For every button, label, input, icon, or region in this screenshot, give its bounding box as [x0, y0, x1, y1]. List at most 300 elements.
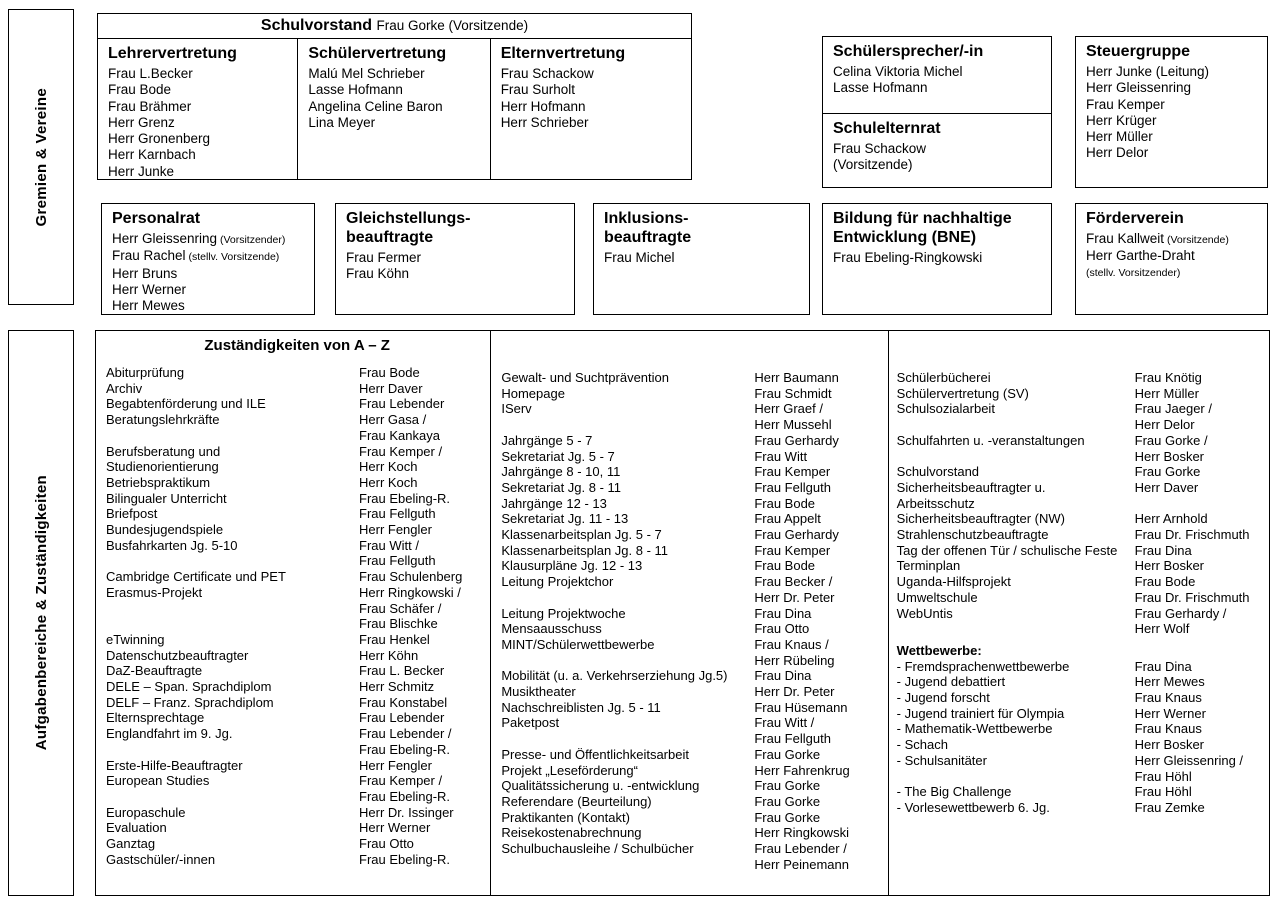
- group-title: Steuergruppe: [1086, 43, 1191, 60]
- group-title: beauftragte: [346, 229, 434, 246]
- responsibility-row: [106, 381, 488, 397]
- person-name: Herr Mewes: [1134, 674, 1205, 690]
- task-label: [106, 789, 359, 805]
- person-name: Frau Fellguth: [754, 479, 831, 495]
- member-name: Herr Bruns: [112, 265, 178, 281]
- person-name: Herr Köhn: [359, 647, 419, 663]
- task-label: Briefpost: [106, 506, 158, 522]
- task-label: - Schach: [896, 737, 948, 753]
- responsibility-row: [106, 773, 488, 789]
- person-name: Frau Schmidt: [754, 385, 832, 401]
- responsibility-row: [106, 758, 488, 774]
- responsibility-row: [897, 737, 1267, 753]
- task-label: - Mathematik-Wettbewerbe: [896, 721, 1053, 737]
- person-name: Herr Ringkowski: [754, 825, 849, 841]
- person-name: Herr Bosker: [1134, 737, 1205, 753]
- responsibility-row: [501, 668, 885, 684]
- person-name: Herr Müller: [1134, 385, 1199, 401]
- task-label: WebUntis: [896, 605, 953, 621]
- responsibility-row: [106, 365, 488, 381]
- responsibility-row: [106, 585, 488, 601]
- task-label: Klassenarbeitsplan Jg. 8 - 11: [501, 542, 669, 558]
- responsibility-row: [501, 370, 885, 386]
- person-name: Frau Dina: [754, 668, 812, 684]
- responsibility-row: [106, 789, 488, 805]
- task-label: - Vorlesewettbewerb 6. Jg.: [896, 799, 1050, 815]
- person-name: Frau Lebender /: [359, 726, 452, 742]
- group-title: Schülervertretung: [308, 45, 447, 62]
- responsibility-row: [106, 648, 488, 664]
- task-label: Paketpost: [501, 715, 560, 731]
- task-label: Bilingualer Unterricht: [106, 490, 227, 506]
- task-label: Sekretariat Jg. 8 - 11: [501, 479, 622, 495]
- task-label: Qualitätssicherung u. -entwicklung: [501, 778, 700, 794]
- person-name: Frau Dr. Frischmuth: [1134, 527, 1250, 543]
- person-name: Herr Koch: [359, 474, 418, 490]
- responsibility-row: [501, 825, 885, 841]
- task-label: Schulbuchausleihe / Schulbücher: [501, 841, 694, 857]
- person-name: Frau Kemper: [754, 542, 831, 558]
- responsibility-row: [106, 679, 488, 695]
- person-name: Frau Schäfer /: [359, 600, 442, 616]
- task-label: - Schulsanitäter: [896, 752, 987, 768]
- responsibility-row: [106, 412, 488, 428]
- task-label: Busfahrkarten Jg. 5-10: [106, 537, 238, 553]
- task-label: Praktikanten (Kontakt): [501, 809, 630, 825]
- responsibility-row: [106, 836, 488, 852]
- member-name: Herr Hofmann: [500, 98, 586, 114]
- task-label: Datenschutzbeauftragter: [106, 647, 249, 663]
- task-label: Gastschüler/-innen: [106, 851, 216, 867]
- responsibility-row: [897, 543, 1267, 559]
- person-name: Frau Kankaya: [359, 427, 440, 443]
- zustaendigkeiten-list-2: [501, 370, 885, 873]
- responsibility-row: [501, 778, 885, 794]
- group-title: Schulelternrat: [833, 120, 941, 137]
- inklusionsbeauftragte-box: [593, 203, 810, 315]
- responsibility-row: [501, 653, 885, 669]
- group-title: Elternvertretung: [500, 45, 626, 62]
- responsibility-row: [501, 401, 885, 417]
- responsibility-row: [106, 601, 488, 617]
- responsibility-row: [501, 841, 885, 857]
- member-name: Herr Gleissenring: [1086, 80, 1192, 96]
- responsibility-row: [501, 574, 885, 590]
- person-name: Frau Becker /: [754, 574, 833, 590]
- person-name: Frau Kemper /: [359, 443, 443, 459]
- member-name: Herr Krüger: [1086, 112, 1157, 128]
- person-name: Frau Fellguth: [359, 553, 436, 569]
- person-name: Frau Dina: [1134, 658, 1192, 674]
- responsibility-row: [501, 763, 885, 779]
- member-name: Herr Mewes: [112, 298, 185, 314]
- person-name: Herr Fahrenkrug: [754, 762, 850, 778]
- member-name: Angelina Celine Baron: [308, 98, 443, 114]
- member-name: Herr Garthe-Draht: [1086, 248, 1195, 264]
- schulvorstand-group-1: [98, 39, 297, 179]
- person-name: Frau Gorke: [754, 746, 821, 762]
- person-name: Frau L. Becker: [359, 663, 445, 679]
- person-name: Frau Ebeling-R.: [359, 788, 451, 804]
- task-label: Betriebspraktikum: [106, 474, 211, 490]
- task-label: Musiktheater: [501, 684, 576, 700]
- member-name: Malú Mel Schrieber: [308, 66, 425, 81]
- responsibility-row: [501, 527, 885, 543]
- member-note: (Vorsitzender): [217, 234, 286, 246]
- person-name: Herr Daver: [1134, 479, 1199, 495]
- person-name: Herr Gasa /: [359, 412, 427, 428]
- schulvorstand-header: [98, 14, 691, 39]
- member-name: Herr Gleissenring (Vorsitzender): [112, 231, 286, 246]
- person-name: Frau Zemke: [1134, 799, 1205, 815]
- task-label: Berufsberatung und: [106, 443, 221, 459]
- person-name: [1135, 496, 1267, 512]
- person-name: Herr Arnhold: [1134, 511, 1208, 527]
- responsibility-row: [897, 401, 1267, 417]
- task-label: DELE – Span. Sprachdiplom: [106, 679, 272, 695]
- person-name: Frau Schulenberg: [359, 569, 463, 585]
- person-name: Frau Appelt: [754, 511, 821, 527]
- zustaendigkeiten-list-3: [897, 370, 1267, 816]
- zustaendigkeiten-list-1: [106, 365, 488, 868]
- person-name: Frau Bode: [359, 365, 420, 380]
- responsibility-row: [501, 386, 885, 402]
- member-name: Frau Schackow: [500, 66, 594, 81]
- person-name: Frau Hüsemann: [754, 699, 848, 715]
- task-label: Uganda-Hilfsprojekt: [896, 574, 1011, 590]
- task-label: MINT/Schülerwettbewerbe: [501, 636, 655, 652]
- zustaendigkeiten-column-2: [490, 331, 887, 895]
- group-title: Inklusions-: [604, 210, 689, 227]
- responsibility-row: [897, 511, 1267, 527]
- task-label: Arbeitsschutz: [896, 495, 975, 511]
- responsibility-row: [897, 659, 1267, 675]
- section-label-aufgaben: Aufgabenbereiche & Zuständigkeiten: [32, 475, 50, 751]
- responsibility-row: [897, 721, 1267, 737]
- person-name: Herr Rübeling: [754, 652, 835, 668]
- task-label: Studienorientierung: [106, 459, 219, 475]
- responsibility-row: [897, 527, 1267, 543]
- member-name: Herr Karnbach: [108, 147, 196, 163]
- task-label: Projekt „Leseförderung“: [501, 762, 638, 778]
- member-note: (stellv. Vorsitzende): [185, 251, 280, 264]
- task-label: Abiturprüfung: [106, 365, 185, 380]
- responsibility-row: [106, 475, 488, 491]
- task-label: European Studies: [106, 773, 210, 789]
- member-name: Lasse Hofmann: [308, 82, 403, 98]
- task-label: - Jugend debattiert: [896, 674, 1006, 690]
- person-name: Frau Gorke /: [1134, 432, 1208, 448]
- member-name: Frau Schackow: [833, 141, 927, 156]
- responsibility-row: [106, 726, 488, 742]
- member-name: Herr Gronenberg: [108, 131, 211, 147]
- zustaendigkeiten-column-1: [96, 331, 490, 895]
- person-name: Frau Otto: [359, 836, 414, 852]
- task-label: Ganztag: [106, 836, 156, 852]
- group-title: Lehrervertretung: [108, 45, 237, 62]
- task-label: Jahrgänge 5 - 7: [501, 432, 593, 448]
- responsibility-row: [501, 449, 885, 465]
- person-name: Herr Delor: [1134, 417, 1195, 433]
- task-label: Jahrgänge 8 - 10, 11: [501, 464, 621, 480]
- person-name: Frau Knaus /: [754, 636, 829, 652]
- member-name: Frau L.Becker: [108, 66, 193, 81]
- member-name: Herr Werner: [112, 281, 187, 297]
- responsibility-row: [897, 464, 1267, 480]
- task-label: Bundesjugendspiele: [106, 522, 224, 538]
- responsibility-row: [501, 480, 885, 496]
- responsibility-row: [897, 800, 1267, 816]
- task-label: [897, 449, 1135, 465]
- task-label: Schulvorstand: [896, 464, 980, 480]
- person-name: Herr Bosker: [1134, 558, 1205, 574]
- person-name: Herr Koch: [359, 459, 418, 475]
- schuelersprecher-schulelternrat-box: [822, 36, 1052, 188]
- responsibility-row: [106, 805, 488, 821]
- responsibility-row: [501, 496, 885, 512]
- person-name: Frau Ebeling-R.: [359, 490, 451, 506]
- responsibility-row: [106, 396, 488, 412]
- task-label: Erasmus-Projekt: [106, 584, 203, 600]
- task-label: [897, 417, 1135, 433]
- steuergruppe-box: [1075, 36, 1268, 188]
- responsibility-row: [106, 852, 488, 868]
- responsibility-row: [501, 433, 885, 449]
- person-name: Frau Gerhardy: [754, 527, 839, 543]
- zustaendigkeiten-box: [95, 330, 1270, 896]
- responsibility-row: [106, 459, 488, 475]
- group-title: Entwicklung (BNE): [833, 229, 977, 246]
- responsibility-row: [897, 480, 1267, 496]
- person-name: Frau Dina: [1134, 542, 1192, 558]
- task-label: Sicherheitsbeauftragter u.: [896, 479, 1046, 495]
- task-label: [501, 857, 754, 873]
- task-label: [106, 601, 359, 617]
- task-label: Leitung Projektwoche: [501, 605, 626, 621]
- person-name: Frau Blischke: [359, 616, 438, 632]
- task-label: Schülervertretung (SV): [896, 385, 1029, 401]
- responsibility-row: [106, 742, 488, 758]
- person-name: Frau Lebender /: [754, 841, 847, 857]
- member-name: Herr Junke (Leitung): [1086, 64, 1210, 79]
- foerderverein-box: [1075, 203, 1268, 315]
- group-title: beauftragte: [604, 229, 692, 246]
- responsibility-row: [106, 663, 488, 679]
- responsibility-row: [106, 710, 488, 726]
- responsibility-row: [897, 558, 1267, 574]
- person-name: [1135, 643, 1267, 659]
- group-title: Bildung für nachhaltige: [833, 210, 1012, 227]
- schulelternrat-pane: [823, 113, 1051, 187]
- schuelersprecher-pane: [823, 37, 1051, 113]
- zustaendigkeiten-column-3: [888, 331, 1269, 895]
- responsibility-row: [897, 674, 1267, 690]
- person-name: Frau Fellguth: [359, 506, 436, 522]
- responsibility-row: [501, 590, 885, 606]
- responsibility-row: [106, 491, 488, 507]
- responsibility-row: [106, 506, 488, 522]
- task-label: Erste-Hilfe-Beauftragter: [106, 757, 243, 773]
- member-name: Herr Schrieber: [500, 114, 589, 130]
- task-label: Klassenarbeitsplan Jg. 5 - 7: [501, 527, 662, 543]
- person-name: Frau Dr. Frischmuth: [1134, 589, 1250, 605]
- responsibility-row: [501, 543, 885, 559]
- task-label: Begabtenförderung und ILE: [106, 396, 266, 412]
- task-label: DaZ-Beauftragte: [106, 663, 203, 679]
- task-label: DELF – Franz. Sprachdiplom: [106, 694, 274, 710]
- person-name: Frau Henkel: [359, 631, 430, 647]
- task-label: [106, 742, 359, 758]
- schulvorstand-group-3: [490, 39, 691, 179]
- task-label: Strahlenschutzbeauftragte: [896, 527, 1049, 543]
- member-name: Herr Müller: [1086, 129, 1153, 145]
- task-label: Mobilität (u. a. Verkehrserziehung Jg.5): [501, 668, 728, 684]
- task-label: Schulfahrten u. -veranstaltungen: [896, 432, 1085, 448]
- responsibility-row: [501, 857, 885, 873]
- person-name: Herr Werner: [1134, 705, 1206, 721]
- task-label: Beratungslehrkräfte: [106, 412, 220, 428]
- task-label: Umweltschule: [896, 589, 978, 605]
- responsibility-row: [501, 684, 885, 700]
- task-label: [106, 428, 359, 444]
- member-name: Herr Grenz: [108, 114, 175, 130]
- task-label: Schülerbücherei: [896, 370, 991, 385]
- person-name: Frau Bode: [754, 495, 816, 511]
- member-note: (Vorsitzende): [1164, 234, 1229, 246]
- responsibility-row: [897, 690, 1267, 706]
- task-label: Reisekostenabrechnung: [501, 825, 642, 841]
- task-label: Schulsozialarbeit: [896, 401, 995, 417]
- task-label: [897, 769, 1135, 785]
- task-label: [501, 731, 754, 747]
- responsibility-row: [897, 706, 1267, 722]
- task-label: Elternsprechtage: [106, 710, 205, 726]
- person-name: Herr Wolf: [1134, 621, 1190, 637]
- schulvorstand-box: [97, 13, 692, 180]
- responsibility-row: [897, 496, 1267, 512]
- person-name: Herr Werner: [359, 820, 431, 836]
- task-label: Archiv: [106, 380, 143, 396]
- person-name: Frau Gerhardy: [754, 432, 839, 448]
- person-name: Frau Höhl: [1134, 784, 1192, 800]
- person-name: Herr Baumann: [754, 370, 839, 385]
- person-name: Frau Gorke: [754, 778, 821, 794]
- section-gremien-vereine: [8, 9, 74, 305]
- person-name: Frau Jaeger /: [1134, 401, 1212, 417]
- responsibility-row: [897, 370, 1267, 386]
- task-label: Sekretariat Jg. 11 - 13: [501, 511, 629, 527]
- member-name: Frau Kemper: [1086, 96, 1165, 112]
- member-name: Frau Fermer: [346, 250, 422, 265]
- responsibility-row: [897, 449, 1267, 465]
- person-name: Frau Fellguth: [754, 731, 831, 747]
- person-name: Frau Gorke: [1134, 464, 1201, 480]
- responsibility-row: [501, 715, 885, 731]
- person-name: Herr Peinemann: [754, 856, 849, 872]
- person-name: Frau Witt /: [359, 537, 419, 553]
- responsibility-row: [501, 464, 885, 480]
- member-name: Herr Junke: [108, 163, 175, 179]
- person-name: Herr Dr. Peter: [754, 684, 835, 700]
- gleichstellungsbeauftragte-box: [335, 203, 575, 315]
- person-name: Frau Kemper /: [359, 773, 443, 789]
- task-label: Homepage: [501, 385, 565, 401]
- person-name: Herr Gleissenring /: [1134, 752, 1244, 768]
- member-name: Lasse Hofmann: [833, 80, 928, 96]
- task-label: [897, 621, 1135, 637]
- member-name: Frau Michel: [604, 250, 675, 265]
- member-name: Herr Delor: [1086, 145, 1149, 161]
- person-name: Frau Otto: [754, 621, 810, 637]
- person-name: Frau Dina: [754, 605, 812, 621]
- person-name: Frau Lebender: [359, 710, 445, 726]
- task-label: Cambridge Certificate und PET: [106, 569, 286, 585]
- group-title: Personalrat: [112, 210, 201, 227]
- task-label: Evaluation: [106, 820, 167, 836]
- member-name: Frau Surholt: [500, 82, 575, 98]
- responsibility-row: [897, 386, 1267, 402]
- task-label: Europaschule: [106, 804, 186, 820]
- person-name: Herr Daver: [359, 380, 423, 396]
- person-name: Frau Gorke: [754, 809, 821, 825]
- person-name: Herr Dr. Issinger: [359, 804, 454, 820]
- person-name: Herr Fengler: [359, 522, 432, 538]
- responsibility-row: [501, 621, 885, 637]
- task-label: [501, 417, 754, 433]
- responsibility-row: [501, 417, 885, 433]
- member-name: (stellv. Vorsitzender): [1086, 266, 1181, 279]
- responsibility-row: [501, 810, 885, 826]
- zustaendigkeiten-title: Zuständigkeiten von A – Z: [204, 337, 390, 354]
- person-name: Frau Witt: [754, 448, 808, 464]
- person-name: Frau Knaus: [1134, 721, 1202, 737]
- responsibility-row: [501, 637, 885, 653]
- task-label: - Jugend forscht: [896, 690, 990, 706]
- person-name: Herr Schmitz: [359, 679, 435, 695]
- person-name: Frau Knötig: [1134, 370, 1202, 385]
- schulvorstand-groups: [98, 39, 691, 179]
- schulvorstand-title: Schulvorstand: [260, 17, 373, 34]
- task-label: Englandfahrt im 9. Jg.: [106, 726, 233, 742]
- person-name: Frau Knaus: [1134, 690, 1202, 706]
- person-name: Herr Mussehl: [754, 417, 832, 433]
- schulvorstand-chair: Frau Gorke (Vorsitzende): [376, 18, 529, 33]
- person-name: Frau Ebeling-R.: [359, 741, 451, 757]
- responsibility-row: [501, 511, 885, 527]
- task-label: Tag der offenen Tür / schulische Feste: [896, 542, 1118, 558]
- responsibility-row: [501, 731, 885, 747]
- responsibility-row: [897, 417, 1267, 433]
- responsibility-row: [897, 643, 1267, 659]
- task-label: Mensaausschuss: [501, 621, 602, 637]
- task-label: [501, 590, 754, 606]
- task-label: Nachschreiblisten Jg. 5 - 11: [501, 699, 661, 715]
- task-label: - The Big Challenge: [896, 784, 1012, 800]
- member-name: Frau Brähmer: [108, 98, 192, 114]
- member-name: Frau Ebeling-Ringkowski: [833, 250, 983, 265]
- person-name: Frau Gerhardy /: [1134, 605, 1227, 621]
- task-label: - Jugend trainiert für Olympia: [896, 705, 1065, 721]
- person-name: Herr Fengler: [359, 757, 432, 773]
- responsibility-row: [106, 553, 488, 569]
- section-aufgabenbereiche: [8, 330, 74, 896]
- person-name: Frau Bode: [1134, 574, 1196, 590]
- member-name: Celina Viktoria Michel: [833, 64, 963, 79]
- responsibility-row: [501, 606, 885, 622]
- task-label: - Fremdsprachenwettbewerbe: [896, 658, 1070, 674]
- task-label: eTwinning: [106, 631, 165, 647]
- responsibility-row: [106, 632, 488, 648]
